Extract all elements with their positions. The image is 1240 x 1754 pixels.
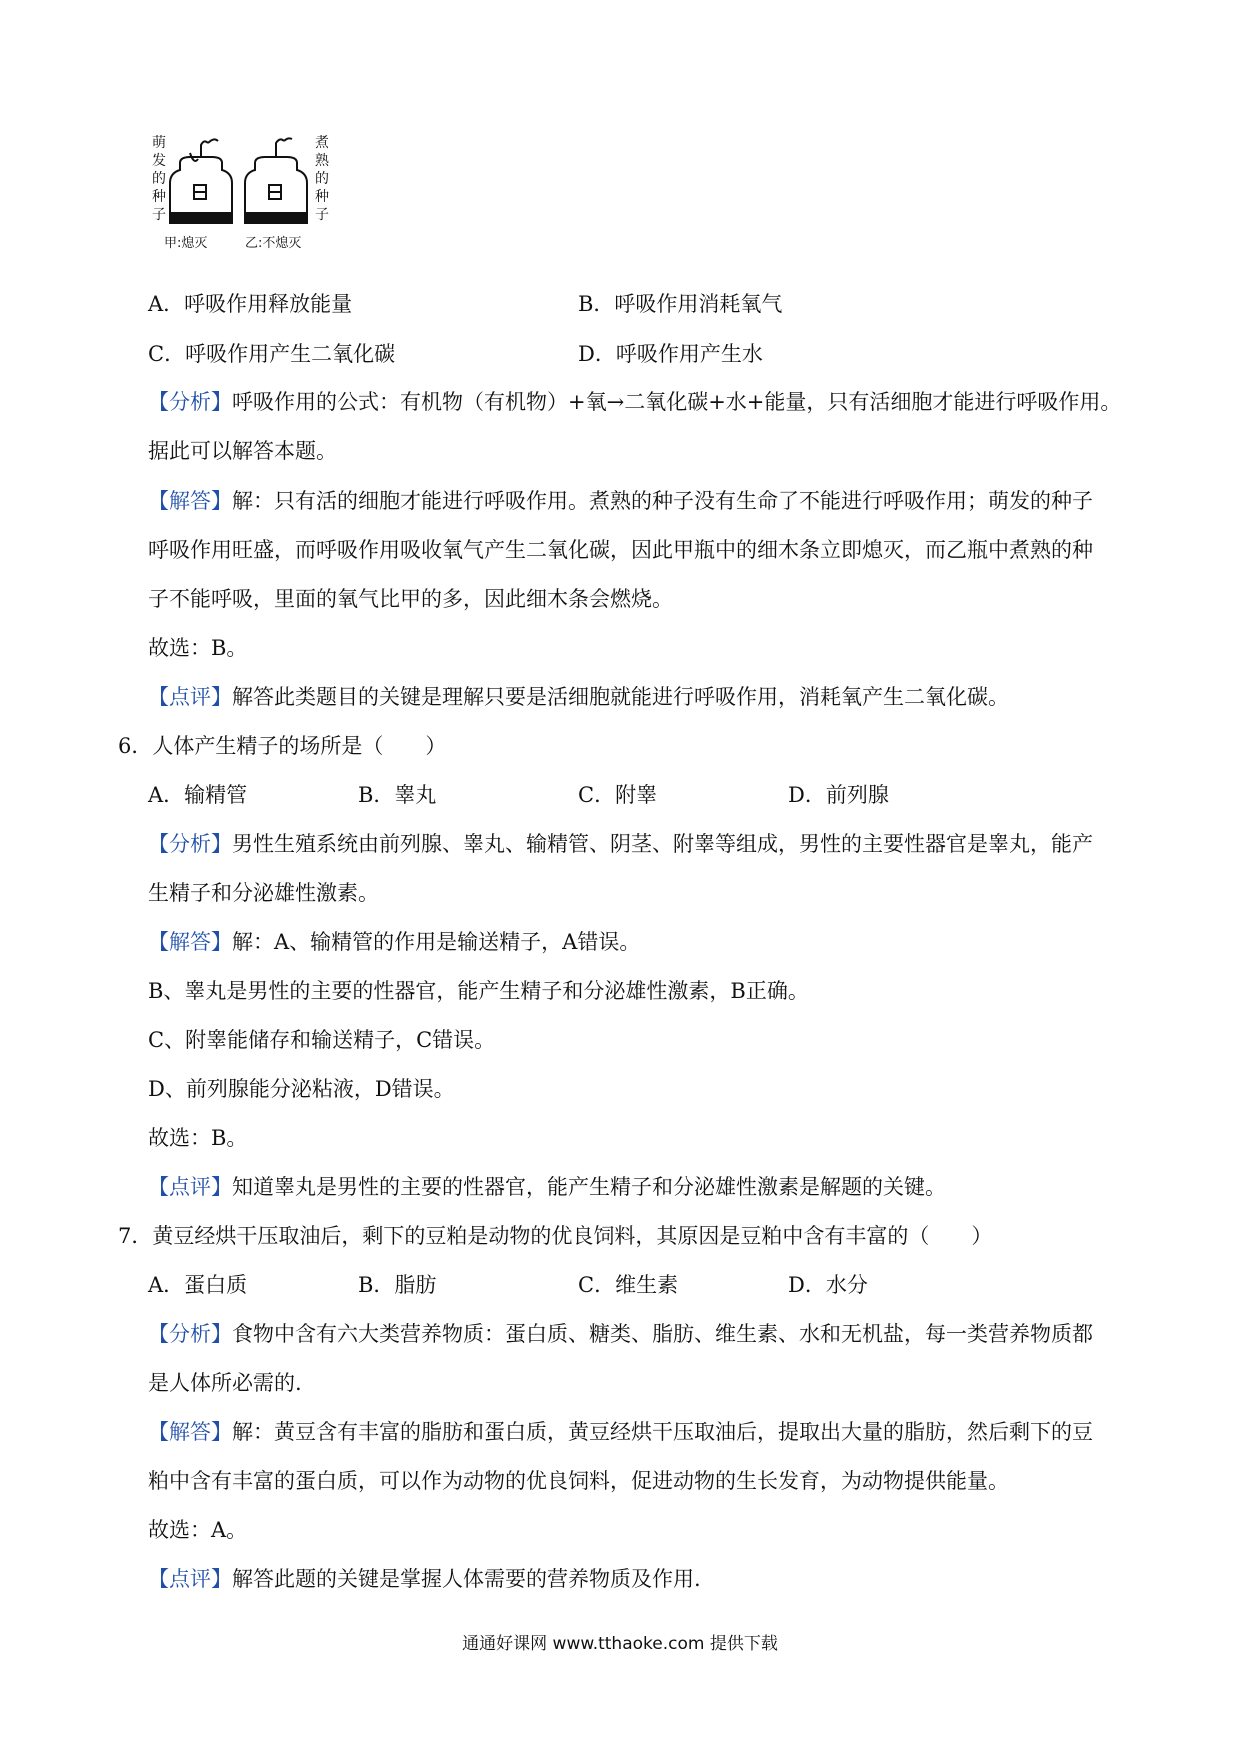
q7-option-d: D．水分: [788, 1273, 868, 1297]
left-label-char-2: 发: [152, 153, 166, 169]
experiment-figure: [150, 135, 355, 265]
q5-answer-tag: 【解答】: [148, 489, 232, 513]
q7-analysis-tag: 【分析】: [148, 1322, 232, 1346]
left-label-char-5: 子: [152, 207, 166, 223]
left-vertical-label: [152, 135, 166, 223]
q6-comment-line: [148, 1173, 946, 1201]
q5-analysis-line-2: 据此可以解答本题。: [148, 439, 337, 463]
q6-option-b: B．睾丸: [358, 783, 437, 807]
jar-right: [245, 138, 307, 223]
q6-analysis-line-2: 生精子和分泌雄性激素。: [148, 881, 379, 905]
q6-option-d: D．前列腺: [788, 783, 889, 807]
q5-comment-line: [148, 683, 1009, 711]
jar-left: [170, 139, 232, 223]
q7-analysis-line-1: [148, 1320, 1093, 1348]
q6-answer-tag: 【解答】: [148, 930, 232, 954]
left-label-char-4: 种: [152, 189, 166, 205]
q7-answer-tag: 【解答】: [148, 1420, 232, 1444]
q6-answer-line-2: B、睾丸是男性的主要的性器官，能产生精子和分泌雄性激素，B正确。: [148, 979, 809, 1003]
right-label-char-5: 子: [315, 207, 329, 223]
right-label-char-2: 熟: [315, 153, 329, 169]
q7-answer-line-2: 粕中含有丰富的蛋白质，可以作为动物的优良饲料，促进动物的生长发育，为动物提供能量。: [148, 1469, 1009, 1493]
q7-analysis-line-2: 是人体所必需的.: [148, 1371, 302, 1395]
q5-option-b: B．呼吸作用消耗氧气: [578, 292, 783, 316]
q5-analysis-line-1: [148, 388, 1121, 416]
q5-option-c: C．呼吸作用产生二氧化碳: [148, 342, 396, 366]
q7-analysis-text-1: 食物中含有六大类营养物质：蛋白质、糖类、脂肪、维生素、水和无机盐，每一类营养物质都: [232, 1322, 1093, 1346]
q6-option-c: C．附睾: [578, 783, 658, 807]
q5-analysis-text-1: 呼吸作用的公式：有机物（有机物）+氧→二氧化碳+水+能量，只有活细胞才能进行呼吸作用。: [232, 390, 1122, 414]
q5-analysis-tag: 【分析】: [148, 390, 232, 414]
q5-answer-line-3: 子不能呼吸，里面的氧气比甲的多，因此细木条会燃烧。: [148, 587, 673, 611]
q6-question: 6．人体产生精子的场所是（ ）: [118, 734, 447, 758]
page-footer: 通通好课网 www.tthaoke.com 提供下载: [462, 1634, 778, 1654]
q6-choice: 故选：B。: [148, 1126, 248, 1150]
q7-option-b: B．脂肪: [358, 1273, 437, 1297]
right-vertical-label: [315, 135, 330, 223]
q5-answer-line-2: 呼吸作用旺盛，而呼吸作用吸收氧气产生二氧化碳，因此甲瓶中的细木条立即熄灭，而乙瓶中煮熟的种: [148, 538, 1093, 562]
q6-answer-text-1: 解：A、输精管的作用是输送精子，A错误。: [232, 930, 641, 954]
left-label-char-1: 萌: [152, 135, 166, 151]
q6-analysis-line-1: [148, 830, 1093, 858]
q7-comment-text: 解答此题的关键是掌握人体需要的营养物质及作用.: [232, 1567, 701, 1591]
q6-comment-tag: 【点评】: [148, 1175, 232, 1199]
q7-comment-line: [148, 1565, 701, 1593]
q5-comment-tag: 【点评】: [148, 685, 232, 709]
q5-choice: 故选：B。: [148, 636, 248, 660]
q6-answer-line-3: C、附睾能储存和输送精子，C错误。: [148, 1028, 496, 1052]
q6-answer-line-4: D、前列腺能分泌粘液，D错误。: [148, 1077, 455, 1101]
q7-option-c: C．维生素: [578, 1273, 679, 1297]
q5-answer-text-1: 解：只有活的细胞才能进行呼吸作用。煮熟的种子没有生命了不能进行呼吸作用；萌发的种子: [232, 489, 1093, 513]
jars-illustration: [150, 135, 355, 265]
q7-question: 7．黄豆经烘干压取油后，剩下的豆粕是动物的优良饲料，其原因是豆粕中含有丰富的（ ）: [118, 1224, 993, 1248]
q7-option-a: A．蛋白质: [148, 1273, 248, 1297]
q5-comment-text: 解答此类题目的关键是理解只要是活细胞就能进行呼吸作用，消耗氧产生二氧化碳。: [232, 685, 1009, 709]
q7-comment-tag: 【点评】: [148, 1567, 232, 1591]
q6-analysis-tag: 【分析】: [148, 832, 232, 856]
q5-option-a: A．呼吸作用释放能量: [148, 292, 353, 316]
right-label-char-3: 的: [315, 171, 329, 187]
q5-answer-line-1: [148, 487, 1093, 515]
q6-comment-text: 知道睾丸是男性的主要的性器官，能产生精子和分泌雄性激素是解题的关键。: [232, 1175, 946, 1199]
q5-option-d: D．呼吸作用产生水: [578, 342, 763, 366]
q6-answer-line-1: [148, 928, 640, 956]
right-label-char-4: 种: [315, 189, 329, 205]
q7-choice: 故选：A。: [148, 1518, 248, 1542]
q6-option-a: A．输精管: [148, 783, 248, 807]
right-label-char-1: 煮: [315, 135, 329, 151]
left-jar-caption: 甲:熄灭: [164, 236, 208, 251]
right-jar-caption: 乙:不熄灭: [245, 236, 302, 251]
left-label-char-3: 的: [152, 171, 166, 187]
q7-answer-line-1: [148, 1418, 1093, 1446]
q7-answer-text-1: 解：黄豆含有丰富的脂肪和蛋白质，黄豆经烘干压取油后，提取出大量的脂肪，然后剩下的豆: [232, 1420, 1093, 1444]
q6-analysis-text-1: 男性生殖系统由前列腺、睾丸、输精管、阴茎、附睾等组成，男性的主要性器官是睾丸，能产: [232, 832, 1093, 856]
